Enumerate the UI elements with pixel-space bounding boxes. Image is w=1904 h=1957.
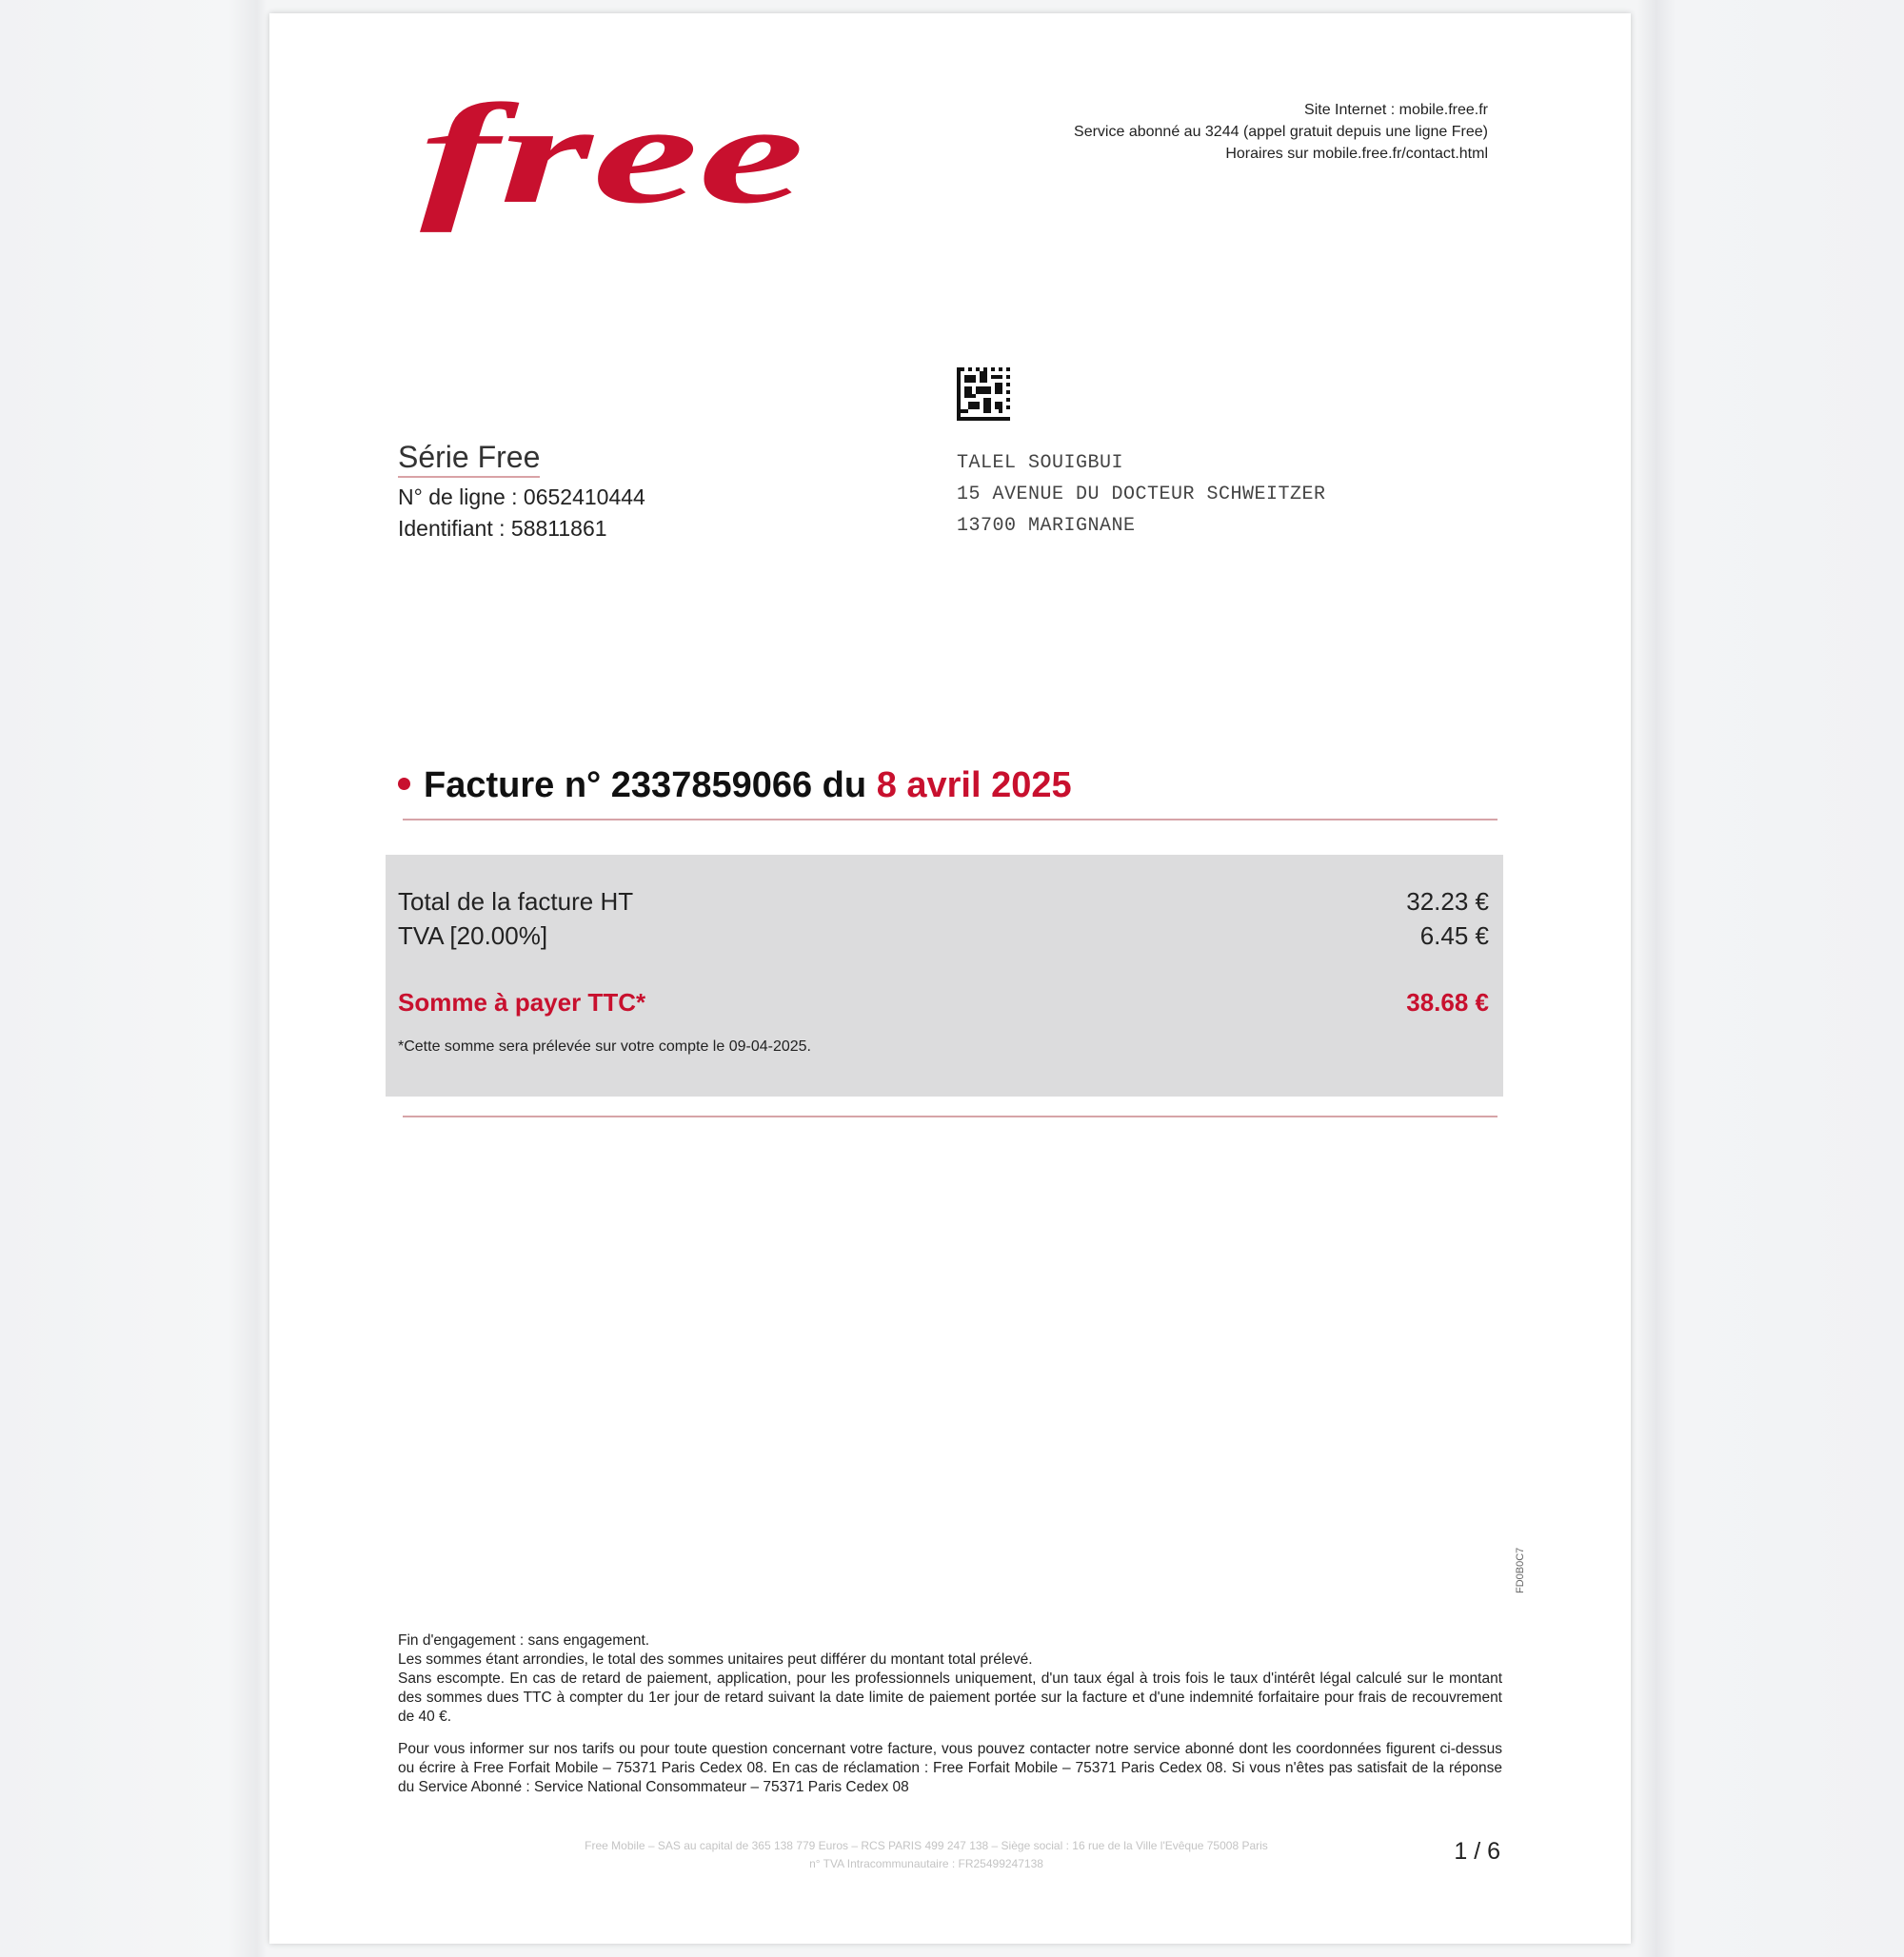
ht-label: Total de la facture HT [398, 887, 634, 916]
legal-commitment: Fin d'engagement : sans engagement. [398, 1632, 650, 1649]
recipient-city: 13700 MARIGNANE [957, 515, 1136, 537]
website-line: Site Internet : mobile.free.fr [1304, 102, 1488, 118]
legal-text [398, 1631, 1502, 1810]
line-number: N° de ligne : 0652410444 [398, 484, 645, 509]
free-logo [412, 89, 812, 261]
tva-label: TVA [20.00%] [398, 921, 548, 950]
tva-value: 6.45 € [1419, 921, 1489, 950]
identifier: Identifiant : 58811861 [398, 516, 607, 541]
service-line: Service abonné au 3244 (appel gratuit depuis une ligne Free) [1074, 124, 1488, 140]
summary-row-ht [398, 887, 1489, 917]
bullet-icon [398, 778, 410, 790]
contact-info [1074, 99, 1488, 165]
sender-block [398, 440, 645, 544]
divider-top [403, 819, 1497, 820]
invoice-summary [386, 855, 1503, 1097]
total-label: Somme à payer TTC* [398, 988, 646, 1017]
summary-row-tva [398, 921, 1489, 951]
recipient-street: 15 AVENUE DU DOCTEUR SCHWEITZER [957, 484, 1326, 505]
invoice-heading [398, 765, 1072, 806]
legal-rounding: Les sommes étant arrondies, le total des sommes unitaires peut différer du montant total prélevé. [398, 1651, 1033, 1668]
summary-row-total [398, 988, 1489, 1018]
invoice-number: Facture n° 2337859066 du [424, 765, 867, 805]
ht-value: 32.23 € [1406, 887, 1489, 916]
document-page [269, 13, 1631, 1944]
recipient-name: TALEL SOUIGBUI [957, 452, 1124, 474]
svg-text:free: free [420, 89, 804, 233]
legal-contact: Pour vous informer sur nos tarifs ou pour toute question concernant votre facture, vous pouvez contacter notre service abonné dont les coordonnées figurent ci-dessus ou écrire à Free Forfait Mobile – 75371 Paris Cedex 08. En cas de réclamation : Free Forfait Mobile – 75371 Paris Cedex 08. Si vous n'êtes pas satisfait de la réponse du Service Abonné : Service National Consommateur – 75371 Paris Cedex 08 [398, 1741, 1502, 1795]
invoice-date: 8 avril 2025 [876, 765, 1072, 805]
datamatrix-code [957, 367, 1010, 421]
side-reference-code: FD0B0C7 [1515, 1547, 1526, 1593]
series-title: Série Free [398, 440, 540, 478]
hours-line: Horaires sur mobile.free.fr/contact.html [1225, 146, 1488, 162]
debit-note: *Cette somme sera prélevée sur votre compte le 09-04-2025. [398, 1038, 811, 1055]
footer-line-1: Free Mobile – SAS au capital de 365 138 779 Euros – RCS PARIS 499 247 138 – Siège social : 16 rue de la Ville l'Evêque 75008 Paris [585, 1839, 1268, 1852]
company-footer [536, 1837, 1317, 1873]
footer-line-2: n° TVA Intracommunautaire : FR25499247138 [809, 1857, 1043, 1870]
divider-bottom [403, 1116, 1497, 1117]
recipient-address [957, 447, 1326, 542]
legal-late-payment: Sans escompte. En cas de retard de paiement, application, pour les professionnels uniquement, d'un taux égal à trois fois le taux d'intérêt légal calculé sur le montant des sommes dues TTC à compter du 1er jour de retard suivant la date limite de paiement portée sur la facture et d'une indemnité forfaitaire pour frais de recouvrement de 40 €. [398, 1670, 1502, 1725]
total-value: 38.68 € [1406, 988, 1489, 1017]
page-number: 1 / 6 [1454, 1838, 1500, 1865]
